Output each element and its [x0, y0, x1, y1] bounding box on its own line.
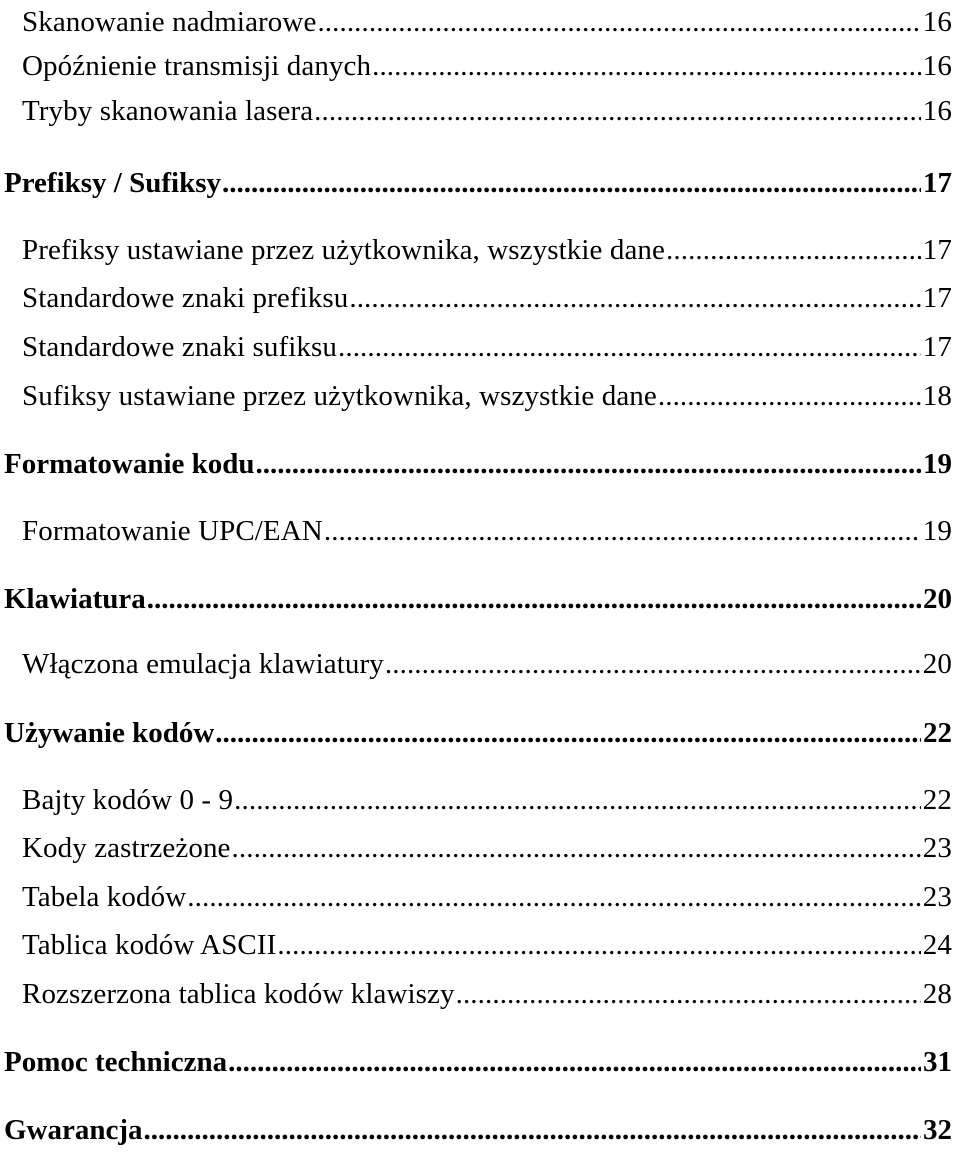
toc-entry-title: Formatowanie UPC/EAN [22, 515, 323, 547]
toc-entry[interactable] [0, 228, 960, 272]
dot-leader [144, 1108, 921, 1152]
toc-entry-page: 28 [922, 978, 952, 1010]
dot-leader [228, 1040, 921, 1084]
toc-entry-page: 19 [922, 515, 952, 547]
toc-entry[interactable] [0, 923, 960, 967]
toc-entry-page: 32 [923, 1114, 952, 1146]
toc-entry-page: 17 [922, 331, 952, 363]
dot-leader [232, 826, 921, 870]
toc-entry-title: Prefiksy / Sufiksy [4, 167, 222, 199]
toc-entry-title: Tryby skanowania lasera [22, 95, 314, 127]
dot-leader [658, 374, 921, 418]
toc-entry[interactable] [0, 89, 960, 133]
toc-entry-title: Pomoc techniczna [4, 1046, 228, 1078]
toc-entry-title: Włączona emulacja klawiatury [22, 648, 384, 680]
toc-section-entry[interactable] [0, 1108, 960, 1152]
toc-entry[interactable] [0, 972, 960, 1016]
toc-section-entry[interactable] [0, 442, 960, 486]
toc-entry-page: 17 [922, 282, 952, 314]
toc-entry[interactable] [0, 44, 960, 88]
dot-leader [256, 442, 921, 486]
dot-leader [277, 923, 920, 967]
toc-entry-title: Bajty kodów 0 - 9 [22, 784, 234, 816]
toc-entry-title: Standardowe znaki sufiksu [22, 331, 337, 363]
toc-section-entry[interactable] [0, 577, 960, 621]
toc-entry-page: 16 [922, 6, 952, 38]
toc-entry-page: 16 [922, 50, 952, 82]
toc-entry-title: Tablica kodów ASCII [22, 929, 277, 961]
toc-entry-title: Kody zastrzeżone [22, 832, 231, 864]
dot-leader [456, 972, 921, 1016]
toc-entry-title: Formatowanie kodu [4, 448, 255, 480]
dot-leader [314, 89, 921, 133]
toc-entry[interactable] [0, 276, 960, 320]
dot-leader [187, 875, 921, 919]
dot-leader [385, 642, 921, 686]
toc-entry[interactable] [0, 509, 960, 553]
toc-section-entry[interactable] [0, 1040, 960, 1084]
dot-leader [234, 778, 921, 822]
toc-entry-page: 23 [922, 881, 952, 913]
dot-leader [222, 161, 921, 205]
dot-leader [666, 228, 921, 272]
toc-section-entry[interactable] [0, 161, 960, 205]
toc-entry-page: 20 [923, 583, 952, 615]
toc-entry-title: Skanowanie nadmiarowe [22, 6, 317, 38]
toc-entry-page: 22 [923, 717, 952, 749]
toc-entry[interactable] [0, 642, 960, 686]
dot-leader [338, 325, 921, 369]
toc-entry[interactable] [0, 325, 960, 369]
toc-entry-title: Rozszerzona tablica kodów klawiszy [22, 978, 455, 1010]
dot-leader [147, 577, 921, 621]
toc-entry-title: Standardowe znaki prefiksu [22, 282, 349, 314]
dot-leader [317, 0, 920, 44]
toc-entry[interactable] [0, 826, 960, 870]
toc-entry-title: Tabela kodów [22, 881, 187, 913]
toc-entry-title: Gwarancja [4, 1114, 143, 1146]
toc-entry-page: 22 [922, 784, 952, 816]
dot-leader [372, 44, 921, 88]
toc-entry[interactable] [0, 374, 960, 418]
toc-entry-page: 23 [922, 832, 952, 864]
toc-entry-page: 19 [923, 448, 952, 480]
toc-entry-title: Opóźnienie transmisji danych [22, 50, 372, 82]
toc-entry-page: 24 [922, 929, 952, 961]
toc-entry-page: 17 [922, 234, 952, 266]
toc-entry-title: Używanie kodów [4, 717, 215, 749]
toc-section-entry[interactable] [0, 711, 960, 755]
toc-entry[interactable] [0, 778, 960, 822]
toc-entry-page: 20 [922, 648, 952, 680]
toc-entry-page: 16 [922, 95, 952, 127]
toc-entry[interactable] [0, 0, 960, 44]
toc-entry-page: 31 [923, 1046, 952, 1078]
dot-leader [215, 711, 921, 755]
toc-entry-page: 18 [922, 380, 952, 412]
toc-entry-title: Klawiatura [4, 583, 146, 615]
toc-entry-title: Prefiksy ustawiane przez użytkownika, wszystkie dane [22, 234, 666, 266]
dot-leader [324, 509, 921, 553]
toc-entry-title: Sufiksy ustawiane przez użytkownika, wszystkie dane [22, 380, 657, 412]
toc-entry-page: 17 [923, 167, 952, 199]
toc-entry[interactable] [0, 875, 960, 919]
dot-leader [349, 276, 920, 320]
